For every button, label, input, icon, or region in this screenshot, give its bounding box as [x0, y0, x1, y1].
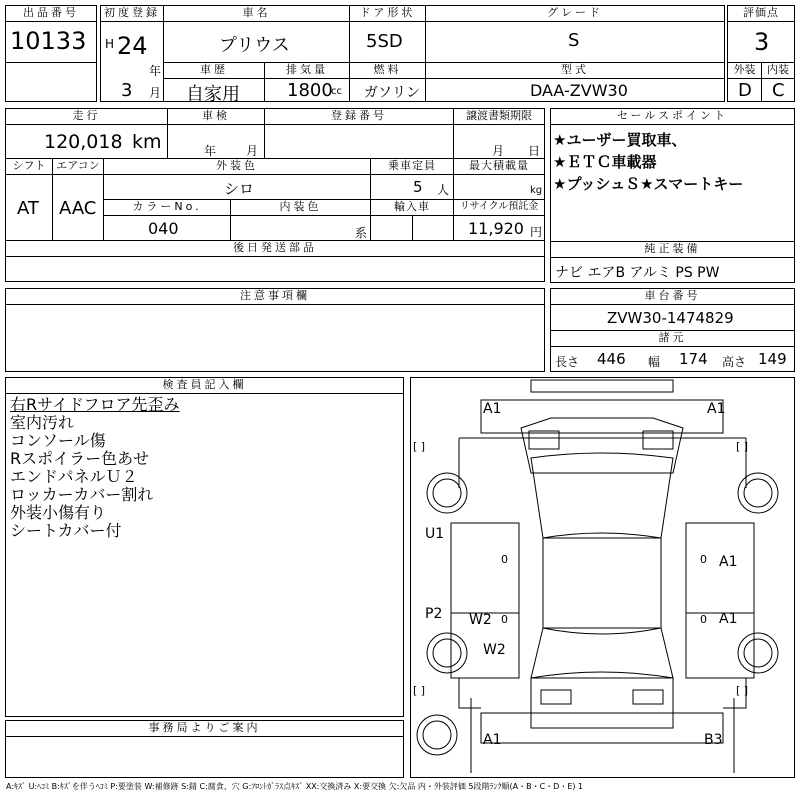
mark-left-front-door: U1	[425, 526, 445, 542]
chassis-label: 車台番号	[550, 288, 795, 305]
mark-right-rear-door: A1	[719, 611, 738, 627]
spare-tire-inner	[423, 721, 451, 749]
import-label: 輸入車	[370, 199, 454, 216]
inspection-month-unit: 月	[246, 144, 259, 158]
inspector-note: エンドパネルＵ２	[10, 467, 138, 486]
interior-score: C	[772, 80, 785, 101]
recycle: 11,920	[468, 219, 524, 238]
grade-label: グレード	[425, 5, 725, 22]
reg-month-unit: 月	[149, 86, 162, 100]
mark-zero: 0	[501, 613, 508, 626]
sales-point: ★ユーザー買取車、	[553, 131, 687, 149]
rear-edge	[471, 698, 734, 773]
hood-outline	[459, 438, 749, 488]
inspection-year-unit: 年	[204, 144, 217, 158]
equipment-label: 純正装備	[550, 241, 795, 258]
grade: S	[568, 30, 580, 51]
capacity-label: 乗車定員	[370, 158, 454, 175]
mark-center-left-1: W2	[469, 612, 492, 628]
exterior-label: 外装	[727, 62, 762, 79]
front-bumper-tip	[531, 380, 673, 392]
load-label: 最大積載量	[453, 158, 545, 175]
length-label: 長さ	[555, 355, 580, 369]
bracket-left: [ ]	[413, 440, 426, 453]
chassis-cell	[550, 304, 795, 331]
capacity-unit: 人	[437, 183, 450, 197]
sales-point: ★プッシュＳ★スマートキー	[553, 175, 744, 193]
front-light-right	[643, 431, 673, 449]
rear-light-right	[633, 690, 663, 704]
import-cell-b	[412, 215, 454, 241]
load-cell	[453, 174, 545, 200]
mark-left-rear: P2	[425, 606, 443, 622]
door-type: 5SD	[366, 31, 403, 52]
score-cell	[727, 21, 795, 63]
car-diagram	[410, 377, 795, 778]
transfer-day-unit: 日	[528, 144, 541, 158]
color-no: 040	[148, 219, 179, 238]
color-label: 外装色	[103, 158, 371, 175]
reg-no-label: 登録番号	[264, 108, 454, 125]
car-name-cell	[163, 21, 350, 63]
car-diagram-svg	[411, 378, 794, 777]
inspector-note: 室内汚れ	[10, 413, 75, 432]
inspection-label: 車検	[167, 108, 265, 125]
mileage-label: 走行	[5, 108, 168, 125]
reg-no-cell	[264, 124, 454, 159]
wheel-front-right-inner	[744, 479, 772, 507]
mark-zero: 0	[700, 553, 707, 566]
history: 自家用	[186, 84, 240, 105]
color-no-cell	[103, 215, 231, 241]
inspector-note: シートカバー付	[10, 521, 122, 540]
history-label: 車歴	[163, 62, 265, 79]
rear-quarter	[459, 678, 749, 708]
inspector-label: 検査員記入欄	[5, 377, 404, 394]
door-cell	[349, 21, 426, 63]
reg-year-unit: 年	[149, 64, 162, 78]
ac-cell	[52, 174, 104, 241]
bracket-right-rear: [ ]	[736, 684, 749, 697]
mileage: 120,018	[44, 131, 123, 153]
rear-light-left	[541, 690, 571, 704]
rear-window	[531, 628, 673, 678]
legend: A:ｷｽﾞ U:ﾍｺﾐ B:ｷｽﾞを伴うﾍｺﾐ P:要塗装 W:補修跡 S:錆 C:腐食、穴 G:ﾌﾛﾝﾄｶﾞﾗｽ点ｷｽﾞ XX:交換済み X:要交換 欠:欠品 内・外装評価 5段階ﾗﾝｸ順(A・B・C・D・E) 1	[6, 782, 584, 791]
interior-color-cell	[230, 215, 371, 241]
capacity-cell	[370, 174, 454, 200]
car-name: プリウス	[219, 35, 290, 56]
mark-rear-left: A1	[483, 732, 502, 748]
door-label: ドア形状	[349, 5, 426, 22]
exterior-cell	[727, 78, 762, 102]
office-cell	[5, 736, 404, 778]
mark-front-left: A1	[483, 401, 502, 417]
displacement-unit: cc	[331, 86, 342, 97]
recycle-unit: 円	[530, 225, 543, 239]
bracket-right: [ ]	[736, 440, 749, 453]
windshield	[531, 453, 673, 538]
shift-label: シフト	[5, 158, 53, 175]
hood	[521, 418, 683, 473]
shift-cell	[5, 174, 53, 241]
dims-cell	[550, 346, 795, 372]
interior-color-unit: 系	[355, 226, 368, 240]
mark-rear-right: B3	[704, 732, 723, 748]
lot-no-label: 出品番号	[5, 5, 97, 22]
model: DAA-ZVW30	[530, 81, 628, 100]
load-unit: kg	[530, 185, 543, 196]
mileage-cell	[5, 124, 168, 159]
interior-cell	[761, 78, 795, 102]
mark-right-front-door: A1	[719, 554, 738, 570]
transfer-month-unit: 月	[492, 144, 505, 158]
reg-year: 24	[117, 32, 148, 60]
car-name-label: 車名	[163, 5, 350, 22]
height-label: 高さ	[722, 355, 747, 369]
chassis-no: ZVW30-1474829	[607, 309, 734, 327]
shift: AT	[17, 198, 39, 219]
mark-center-left-2: W2	[483, 642, 506, 658]
equipment-cell	[550, 257, 795, 283]
left-front-door	[451, 523, 519, 613]
fuel-label: 燃料	[349, 62, 426, 79]
recycle-label: リサイクル預託金	[453, 199, 545, 216]
reg-month: 3	[121, 80, 133, 101]
lot-no-cell	[5, 21, 97, 63]
bracket-left-rear: [ ]	[413, 684, 426, 697]
model-cell	[425, 78, 725, 102]
interior-label: 内装	[761, 62, 795, 79]
displacement-label: 排気量	[264, 62, 350, 79]
width-label: 幅	[648, 355, 661, 369]
mark-zero: 0	[501, 553, 508, 566]
wheel-front-left-inner	[433, 479, 461, 507]
grade-cell	[425, 21, 725, 63]
later-parts-cell	[5, 256, 545, 282]
recycle-cell	[453, 215, 545, 241]
score-label: 評価点	[727, 5, 795, 22]
inspector-note: Rスポイラー色あせ	[10, 449, 150, 468]
mark-zero: 0	[700, 613, 707, 626]
sales-cell	[550, 124, 795, 242]
inspection-cell	[167, 124, 265, 159]
length: 446	[597, 350, 626, 368]
fuel-cell	[349, 78, 426, 102]
first-reg-cell	[100, 21, 164, 102]
ac-label: エアコン	[52, 158, 104, 175]
lot-no: 10133	[10, 27, 87, 55]
exterior-score: D	[738, 80, 752, 101]
later-parts-label: 後日発送部品	[5, 240, 545, 257]
front-light-left	[529, 431, 559, 449]
dims-label: 諸元	[550, 330, 795, 347]
wheel-rear-left-inner	[433, 639, 461, 667]
inspector-note: コンソール傷	[10, 431, 106, 450]
interior-color-label: 内装色	[230, 199, 371, 216]
caution-label: 注意事項欄	[5, 288, 545, 305]
displacement-cell	[264, 78, 350, 102]
score: 3	[754, 28, 770, 56]
transfer-label: 譲渡書類期限	[453, 108, 545, 125]
equipment: ナビ エアB アルミ PS PW	[555, 265, 720, 281]
mark-front-right: A1	[707, 401, 726, 417]
era: H	[105, 37, 115, 51]
transfer-cell	[453, 124, 545, 159]
color-no-label: カラーNo.	[103, 199, 231, 216]
history-cell	[163, 78, 265, 105]
inspector-note: ロッカーカバー割れ	[10, 485, 154, 504]
sales-point: ★ＥＴＣ車載器	[553, 153, 657, 171]
displacement: 1800	[287, 80, 333, 101]
wheel-rear-right-inner	[744, 639, 772, 667]
inspector-cell	[5, 393, 404, 717]
first-reg-label: 初度登録	[100, 5, 164, 22]
sales-label: セールスポイント	[550, 108, 795, 125]
front-bumper	[481, 400, 726, 433]
inspector-note: 右Rサイドフロア先歪み	[10, 395, 180, 414]
model-label: 型式	[425, 62, 725, 79]
color: シロ	[224, 180, 255, 198]
width: 174	[679, 350, 708, 368]
mileage-unit: km	[132, 131, 162, 153]
lot-no-blank	[5, 62, 97, 102]
trunk	[531, 678, 673, 728]
roof	[543, 538, 661, 628]
height: 149	[758, 350, 787, 368]
caution-cell	[5, 304, 545, 372]
fuel: ガソリン	[364, 85, 420, 101]
capacity: 5	[413, 178, 423, 196]
ac: AAC	[59, 198, 97, 219]
office-label: 事務局よりご案内	[5, 720, 404, 737]
import-cell-a	[370, 215, 413, 241]
color-cell	[103, 174, 371, 200]
inspector-note: 外装小傷有り	[10, 503, 107, 522]
